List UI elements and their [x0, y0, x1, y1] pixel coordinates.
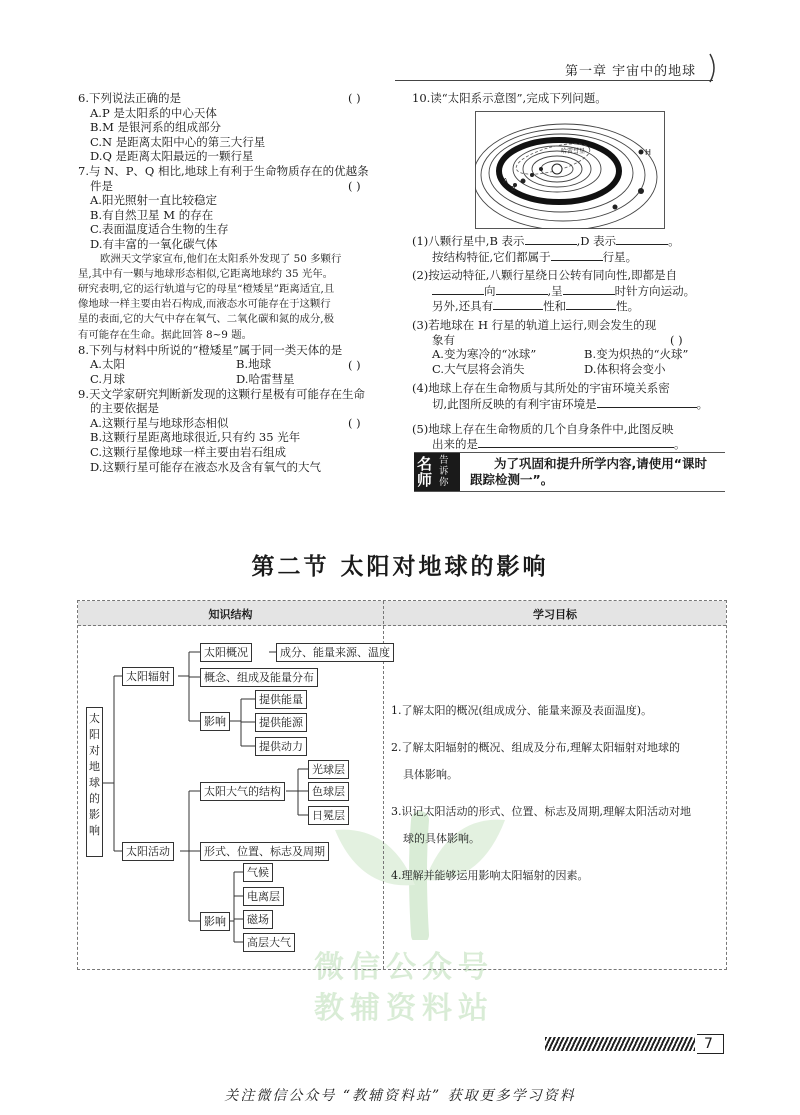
- sub2-blank-p1[interactable]: [493, 298, 543, 310]
- q6-option-c[interactable]: C.N 是距离太阳中心的第三大行星: [90, 134, 266, 149]
- reading-passage: [78, 252, 390, 343]
- tree-provide-power: 提供动力: [255, 737, 307, 756]
- q7-option-a[interactable]: A.阳光照射一直比较稳定: [90, 193, 217, 208]
- passage-line: 星的表面,它的大气中存在氧气、二氧化碳和氮的成分,极: [78, 313, 334, 326]
- sub3-line1: (3)若地球在 H 行星的轨道上运行,则会发生的现: [412, 317, 657, 332]
- sub1-blank-type[interactable]: [551, 249, 603, 261]
- label-b: B: [511, 185, 516, 193]
- tree-root: 太阳对地球的影响: [86, 707, 103, 857]
- q8-option-b[interactable]: B.地球: [236, 357, 272, 372]
- sub5-blank[interactable]: [478, 436, 674, 448]
- goal-1: 1.了解太阳的概况(组成成分、能量来源及表面温度)。: [391, 704, 653, 717]
- tree-magnetic-field: 磁场: [243, 910, 273, 929]
- tips-badge-small: 告诉你: [439, 455, 449, 488]
- sub3-text: 象有: [432, 332, 455, 347]
- goal-3-cont: 球的具体影响。: [403, 832, 480, 845]
- sub3-line2: [412, 333, 732, 348]
- sub1-line1: [412, 233, 732, 249]
- planet-dot: [638, 188, 644, 194]
- passage-line: 研究表明,它的运行轨道与它的母星“橙矮星”距离适宜,且: [78, 282, 335, 295]
- q9-option-d[interactable]: D.这颗行星可能存在液态水及含有氧气的大气: [90, 459, 321, 474]
- sub3-options-row1: [412, 347, 732, 362]
- q6-stem: 6.下列说法正确的是: [78, 91, 181, 105]
- sub4-text: 。: [696, 396, 709, 411]
- tree-forms-position: 形式、位置、标志及周期: [200, 842, 329, 861]
- sub3-option-d[interactable]: D.体积将会变小: [584, 361, 666, 376]
- watermark-line2: 教辅资料站: [314, 991, 494, 1026]
- tree-provide-resources: 提供能源: [255, 713, 307, 732]
- sub2-blank-to[interactable]: [496, 283, 548, 295]
- q6-answer-paren[interactable]: ( ): [348, 91, 361, 105]
- col-header-structure: 知识结构: [208, 608, 253, 621]
- sub3-answer-paren[interactable]: ( ): [670, 332, 683, 347]
- sub4-line2: [412, 396, 732, 412]
- sub3-option-b[interactable]: B.变为炽热的“火球”: [584, 347, 689, 362]
- tree-radiation-effect: 影响: [200, 712, 230, 731]
- tips-line1: 为了巩固和提升所学内容,请使用“课时: [494, 456, 707, 471]
- sub5-text: 出来的是: [432, 437, 478, 452]
- knowledge-table: [77, 600, 727, 970]
- tips-text: [470, 456, 707, 488]
- q8-options-row1: [78, 357, 390, 372]
- header-rule: [395, 80, 713, 81]
- q7-option-d[interactable]: D.有丰富的一氧化碳气体: [90, 236, 218, 251]
- sub5-line2: [412, 436, 732, 452]
- sub2-text: 性。: [616, 299, 640, 314]
- sub5-line1: (5)地球上存在生命物质的几个自身条件中,此图反映: [412, 421, 674, 436]
- sub2-line2: [412, 283, 732, 299]
- sub2-text: 向: [484, 283, 496, 298]
- sub1-text: 。: [668, 234, 680, 248]
- sub2-text: 另外,还具有: [432, 299, 494, 314]
- tips-badge: [414, 453, 460, 491]
- goal-4: 4.理解并能够运用影响太阳辐射的因素。: [391, 869, 589, 882]
- q9-stem: 9.天文学家研究判断新发现的这颗行星极有可能存在生命: [78, 386, 365, 401]
- page-number-box: [697, 1034, 724, 1054]
- tips-line2: 跟踪检测一”。: [470, 472, 554, 487]
- q9-option-c[interactable]: C.这颗行星像地球一样主要由岩石组成: [90, 444, 287, 459]
- footer-note: 关注微信公众号 “教辅资料站” 获取更多学习资料: [224, 1088, 576, 1104]
- sub3-options-row2: [412, 362, 732, 377]
- goal-3: 3.识记太阳活动的形式、位置、标志及周期,理解太阳活动对地: [391, 805, 691, 818]
- sub3-option-c[interactable]: C.大气层将会消失: [432, 361, 525, 376]
- footer-hatch: [545, 1037, 695, 1051]
- passage-line: 欧洲天文学家宣布,他们在太阳系外发现了 50 多颗行: [100, 252, 342, 265]
- sun-icon: [552, 164, 562, 174]
- tree-atmosphere-structure: 太阳大气的结构: [200, 782, 285, 801]
- goal-2-cont: 具体影响。: [403, 768, 458, 781]
- sub2-blank-p2[interactable]: [566, 298, 616, 310]
- q10-stem: 10.读“太阳系示意图”,完成下列问题。: [412, 91, 607, 105]
- q7-answer-paren[interactable]: ( ): [348, 178, 361, 193]
- watermark-line1: 微信公众号: [314, 950, 494, 985]
- goal-2: 2.了解太阳辐射的概况、组成及分布,理解太阳辐射对地球的: [391, 741, 680, 754]
- section-title: 第二节 太阳对地球的影响: [251, 554, 549, 580]
- chapter-title: 第一章 宇宙中的地球: [565, 64, 697, 79]
- planet-dot: [530, 173, 534, 177]
- planet-dot: [613, 205, 618, 210]
- q7-option-c[interactable]: C.表面温度适合生物的生存: [90, 222, 229, 237]
- q9-stem-cont: 的主要依据是: [90, 401, 159, 416]
- sub2-blank-dir[interactable]: [563, 283, 615, 295]
- q8-options-row2: [78, 372, 390, 387]
- sub5-text: 。: [674, 437, 686, 452]
- sub4-line1: (4)地球上存在生命物质与其所处的宇宙环境关系密: [412, 381, 670, 396]
- sub1-text: (1)八颗行星中,B 表示: [412, 234, 525, 248]
- q8-answer-paren[interactable]: ( ): [348, 357, 361, 372]
- q9-answer-paren[interactable]: ( ): [348, 416, 361, 430]
- solar-system-diagram: [475, 111, 665, 229]
- planet-h-dot: [639, 150, 644, 155]
- tree-upper-atmosphere: 高层大气: [243, 933, 295, 952]
- label-a: A: [503, 177, 508, 185]
- col-header-goals: 学习目标: [533, 608, 577, 621]
- sub2-text: 性和: [543, 299, 567, 314]
- q9-option-b[interactable]: B.这颗行星距离地球很近,只有约 35 光年: [90, 430, 301, 445]
- passage-line: 像地球一样主要由岩石构成,而液态水可能存在于这颗行: [78, 298, 331, 311]
- sub2-text: ,呈: [547, 283, 563, 298]
- sub2-text: 时针方向运动。: [614, 283, 696, 298]
- sub2-blank-from[interactable]: [432, 283, 484, 295]
- q8-stem: 8.下列与材料中所说的“橙矮星”属于同一类天体的是: [78, 342, 343, 357]
- tree-chromosphere: 色球层: [308, 782, 349, 801]
- sub4-blank[interactable]: [597, 396, 697, 408]
- passage-line: 有可能存在生命。据此回答 8~9 题。: [78, 328, 253, 341]
- q8-option-c[interactable]: C.月球: [90, 371, 126, 386]
- sub2-line3: [412, 298, 732, 314]
- sub2-line1: (2)按运动特征,八颗行星绕日公转有同向性,即都是自: [412, 268, 678, 283]
- passage-line: 星,其中有一颗与地球形态相似,它距离地球约 35 光年。: [78, 267, 334, 280]
- tree-solar-activity: 太阳活动: [122, 842, 174, 861]
- tree-ionosphere: 电离层: [243, 887, 284, 906]
- q8-option-a[interactable]: A.太阳: [90, 357, 125, 372]
- tree-sun-overview: 太阳概况: [200, 643, 252, 662]
- tree-photosphere: 光球层: [308, 760, 349, 779]
- page-footer-bar: [545, 1034, 730, 1054]
- q7-stem: 7.与 N、P、Q 相比,地球上有利于生命物质存在的优越条: [78, 163, 369, 178]
- page-header: [395, 52, 725, 82]
- learning-goals: [391, 703, 721, 883]
- teacher-tips-box: [414, 452, 725, 492]
- sub4-text: 切,此图所反映的有利宇宙环境是: [432, 396, 597, 411]
- sub1-line2: [412, 249, 732, 265]
- q6-option-d[interactable]: D.Q 是距离太阳最远的一颗行星: [90, 149, 254, 164]
- q7-stem-cont: 件是: [90, 178, 113, 193]
- tips-badge-big: 名师: [417, 455, 433, 489]
- sub1-text: 按结构特征,它们都属于: [432, 249, 551, 264]
- sub1-text: ,D 表示: [576, 234, 617, 248]
- sub1-blank-d[interactable]: [616, 233, 668, 245]
- q8-option-d[interactable]: D.哈雷彗星: [236, 371, 295, 386]
- q6-option-b[interactable]: B.M 是银河系的组成部分: [90, 120, 222, 135]
- q9-option-a[interactable]: A.这颗行星与地球形态相似: [90, 415, 229, 430]
- label-halley: 哈雷彗星: [561, 148, 586, 155]
- tree-climate: 气候: [243, 863, 273, 882]
- tree-solar-radiation: 太阳辐射: [122, 667, 174, 686]
- sub1-text: 行星。: [602, 249, 638, 264]
- tree-provide-energy: 提供能量: [255, 690, 307, 709]
- sub1-blank-b[interactable]: [525, 233, 577, 245]
- planet-dot: [521, 179, 526, 184]
- q7-option-b[interactable]: B.有自然卫星 M 的存在: [90, 207, 214, 222]
- label-h: H: [645, 148, 652, 157]
- page-number: 7: [704, 1036, 713, 1052]
- sub3-option-a[interactable]: A.变为寒冷的“冰球”: [432, 347, 537, 362]
- left-column: [78, 91, 390, 474]
- tree-concept-composition: 概念、组成及能量分布: [200, 668, 318, 687]
- tree-activity-effect: 影响: [200, 912, 230, 931]
- right-subquestions: [412, 233, 732, 452]
- planet-dot: [539, 167, 543, 171]
- tree-corona: 日冕层: [308, 806, 349, 825]
- tree-overview-detail: 成分、能量来源、温度: [276, 643, 394, 662]
- q6-option-a[interactable]: A.P 是太阳系的中心天体: [90, 105, 217, 120]
- header-bracket-icon: [707, 52, 721, 84]
